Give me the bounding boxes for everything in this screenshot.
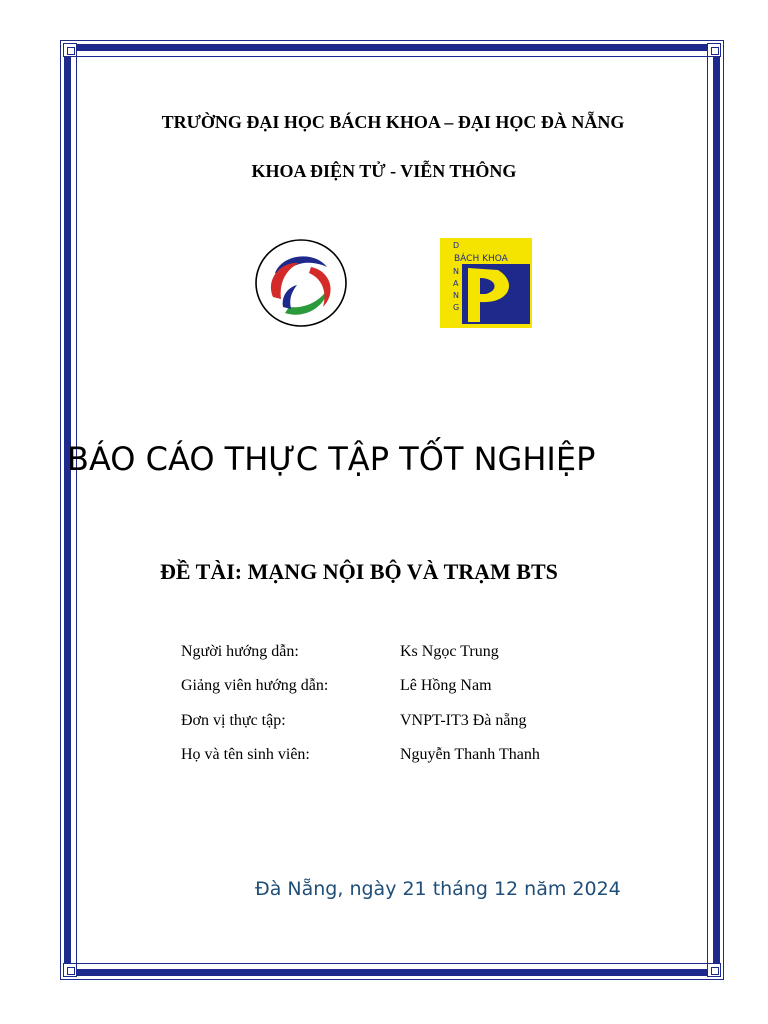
- logo-letter: N: [453, 267, 459, 276]
- logo-letter: N: [453, 291, 459, 300]
- faculty-name: KHOA ĐIỆN TỬ - VIỄN THÔNG: [251, 161, 517, 181]
- border-corner-ornament: [63, 43, 77, 57]
- info-value: Nguyễn Thanh Thanh: [400, 746, 540, 763]
- place-date: Đà Nẵng, ngày 21 tháng 12 năm 2024: [255, 878, 621, 900]
- info-value: Lê Hồng Nam: [400, 677, 492, 694]
- faculty-logo-icon: [253, 237, 349, 329]
- info-label: Người hướng dẫn:: [181, 643, 299, 660]
- logo-brand-text: BÁCH KHOA: [454, 254, 508, 264]
- border-corner-ornament: [707, 963, 721, 977]
- page-border-inner: [76, 56, 708, 964]
- info-label: Giảng viên hướng dẫn:: [181, 677, 329, 694]
- info-label: Họ và tên sinh viên:: [181, 746, 310, 763]
- logo-letter: G: [453, 303, 460, 312]
- logo-letter: A: [453, 279, 459, 288]
- info-value: VNPT-IT3 Đà nẵng: [400, 712, 527, 729]
- topic-title: ĐỀ TÀI: MẠNG NỘI BỘ VÀ TRẠM BTS: [160, 559, 558, 584]
- info-label: Đơn vị thực tập:: [181, 712, 286, 729]
- info-value: Ks Ngọc Trung: [400, 643, 499, 660]
- report-title: BÁO CÁO THỰC TẬP TỐT NGHIỆP: [67, 440, 596, 478]
- border-corner-ornament: [63, 963, 77, 977]
- logo-letter: D: [453, 241, 460, 250]
- border-corner-ornament: [707, 43, 721, 57]
- bach-khoa-logo-icon: [440, 238, 532, 328]
- school-name: TRƯỜNG ĐẠI HỌC BÁCH KHOA – ĐẠI HỌC ĐÀ NẴNG: [161, 112, 625, 132]
